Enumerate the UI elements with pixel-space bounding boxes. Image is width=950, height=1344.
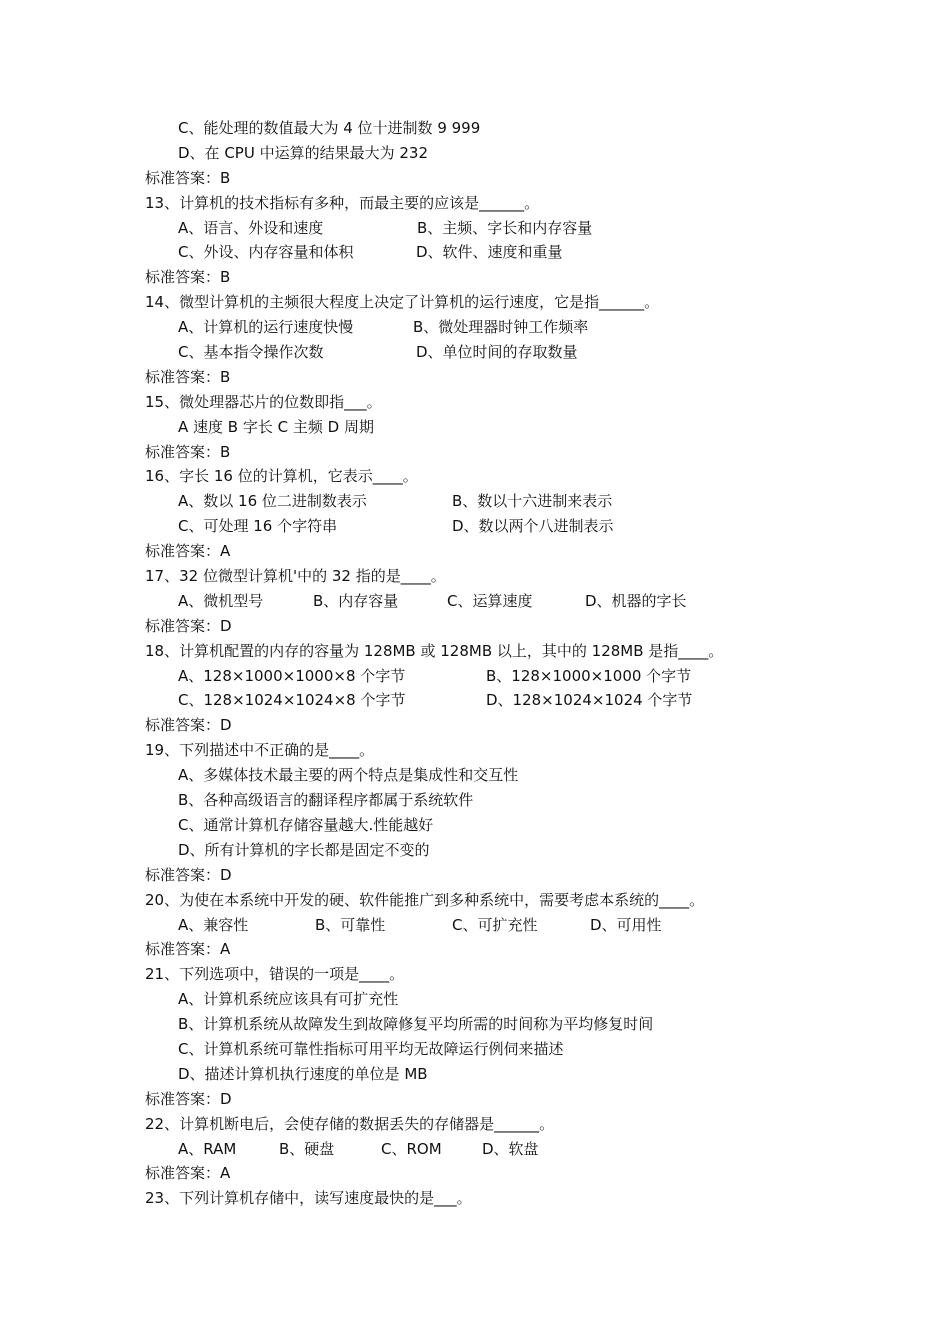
option-line: D、在 CPU 中运算的结果最大为 232 — [178, 143, 428, 162]
option-line: D、所有计算机的字长都是固定不变的 — [178, 840, 430, 859]
answer-line: 标准答案：A — [145, 542, 231, 561]
option-line: C、计算机系统可靠性指标可用平均无故障运行例伺来描述 — [178, 1039, 564, 1058]
option-item: C、外设、内存容量和体积 — [178, 243, 354, 262]
question-text: 16、字长 16 位的计算机，它表示____。 — [145, 467, 418, 486]
question-text: 17、32 位微型计算机'中的 32 指的是____。 — [145, 567, 446, 586]
option-row — [0, 514, 950, 539]
question-text: 14、微型计算机的主频很大程度上决定了计算机的运行速度，它是指______。 — [145, 293, 660, 312]
option-item: B、可靠性 — [315, 915, 386, 934]
option-line: A 速度 B 字长 C 主频 D 周期 — [178, 417, 374, 436]
option-row — [0, 688, 950, 713]
option-row — [0, 489, 950, 514]
option-row — [0, 340, 950, 365]
option-item: A、兼容性 — [178, 915, 249, 934]
option-row — [0, 913, 950, 938]
option-row — [0, 664, 950, 689]
option-item: D、可用性 — [590, 915, 662, 934]
option-row — [0, 216, 950, 241]
question-text: 18、计算机配置的内存的容量为 128MB 或 128MB 以上，其中的 128MB 是指____。 — [145, 641, 724, 660]
option-line: A、多媒体技术最主要的两个特点是集成性和交互性 — [178, 766, 519, 785]
question-text: 21、下列选项中，错误的一项是____。 — [145, 965, 405, 984]
answer-line: 标准答案：D — [145, 865, 232, 884]
option-row — [0, 315, 950, 340]
option-item: D、软件、速度和重量 — [416, 243, 563, 262]
option-item: A、语言、外设和速度 — [178, 218, 324, 237]
option-item: C、可扩充性 — [452, 915, 538, 934]
option-item: A、计算机的运行速度快慢 — [178, 318, 354, 337]
option-item: B、硬盘 — [279, 1139, 335, 1158]
option-item: A、128×1000×1000×8 个字节 — [178, 666, 406, 685]
question-text: 20、为使在本系统中开发的硬、软件能推广到多种系统中，需要考虑本系统的____。 — [145, 890, 705, 909]
option-row — [0, 240, 950, 265]
option-item: B、128×1000×1000 个字节 — [486, 666, 692, 685]
option-item: D、128×1024×1024 个字节 — [486, 691, 693, 710]
option-item: B、主频、字长和内存容量 — [417, 218, 593, 237]
option-item: C、运算速度 — [447, 591, 533, 610]
option-item: A、微机型号 — [178, 591, 264, 610]
option-item: D、数以两个八进制表示 — [452, 517, 614, 536]
option-item: D、机器的字长 — [585, 591, 687, 610]
option-item: B、内存容量 — [313, 591, 399, 610]
option-line: C、能处理的数值最大为 4 位十进制数 9 999 — [178, 119, 481, 137]
question-text: 22、计算机断电后，会使存储的数据丢失的存储器是______。 — [145, 1114, 555, 1133]
option-line: C、通常计算机存储容量越大.性能越好 — [178, 815, 434, 834]
answer-line: 标准答案：A — [145, 940, 231, 959]
question-text: 13、计算机的技术指标有多种，而最主要的应该是______。 — [145, 193, 540, 212]
option-line: D、描述计算机执行速度的单位是 MB — [178, 1064, 428, 1083]
option-item: B、微处理器时钟工作频率 — [413, 318, 589, 337]
option-row — [0, 589, 950, 614]
answer-line: 标准答案：B — [145, 268, 231, 287]
option-item: B、数以十六进制来表示 — [452, 492, 613, 511]
answer-line: 标准答案：A — [145, 1164, 231, 1183]
document-page — [0, 116, 950, 1211]
question-text: 15、微处理器芯片的位数即指___。 — [145, 392, 382, 411]
option-item: C、ROM — [381, 1139, 442, 1158]
option-item: C、128×1024×1024×8 个字节 — [178, 691, 406, 710]
option-line: A、计算机系统应该具有可扩充性 — [178, 990, 399, 1009]
option-item: A、数以 16 位二进制数表示 — [178, 492, 367, 511]
answer-line: 标准答案：D — [145, 616, 232, 635]
answer-line: 标准答案：B — [145, 442, 231, 461]
option-line: B、各种高级语言的翻译程序都属于系统软件 — [178, 791, 474, 810]
answer-line: 标准答案：D — [145, 716, 232, 735]
option-line: B、计算机系统从故障发生到故障修复平均所需的时间称为平均修复时间 — [178, 1015, 654, 1034]
option-item: A、RAM — [178, 1139, 237, 1158]
answer-line: 标准答案：B — [145, 168, 231, 187]
answer-line: 标准答案：B — [145, 367, 231, 386]
question-text: 19、下列描述中不正确的是____。 — [145, 741, 375, 760]
option-item: C、可处理 16 个字符串 — [178, 517, 338, 536]
option-row — [0, 1137, 950, 1162]
answer-line: 标准答案：D — [145, 1089, 232, 1108]
option-item: D、单位时间的存取数量 — [416, 343, 578, 362]
question-text: 23、下列计算机存储中，读写速度最快的是___。 — [145, 1189, 472, 1208]
option-item: D、软盘 — [482, 1139, 539, 1158]
option-item: C、基本指令操作次数 — [178, 343, 324, 362]
